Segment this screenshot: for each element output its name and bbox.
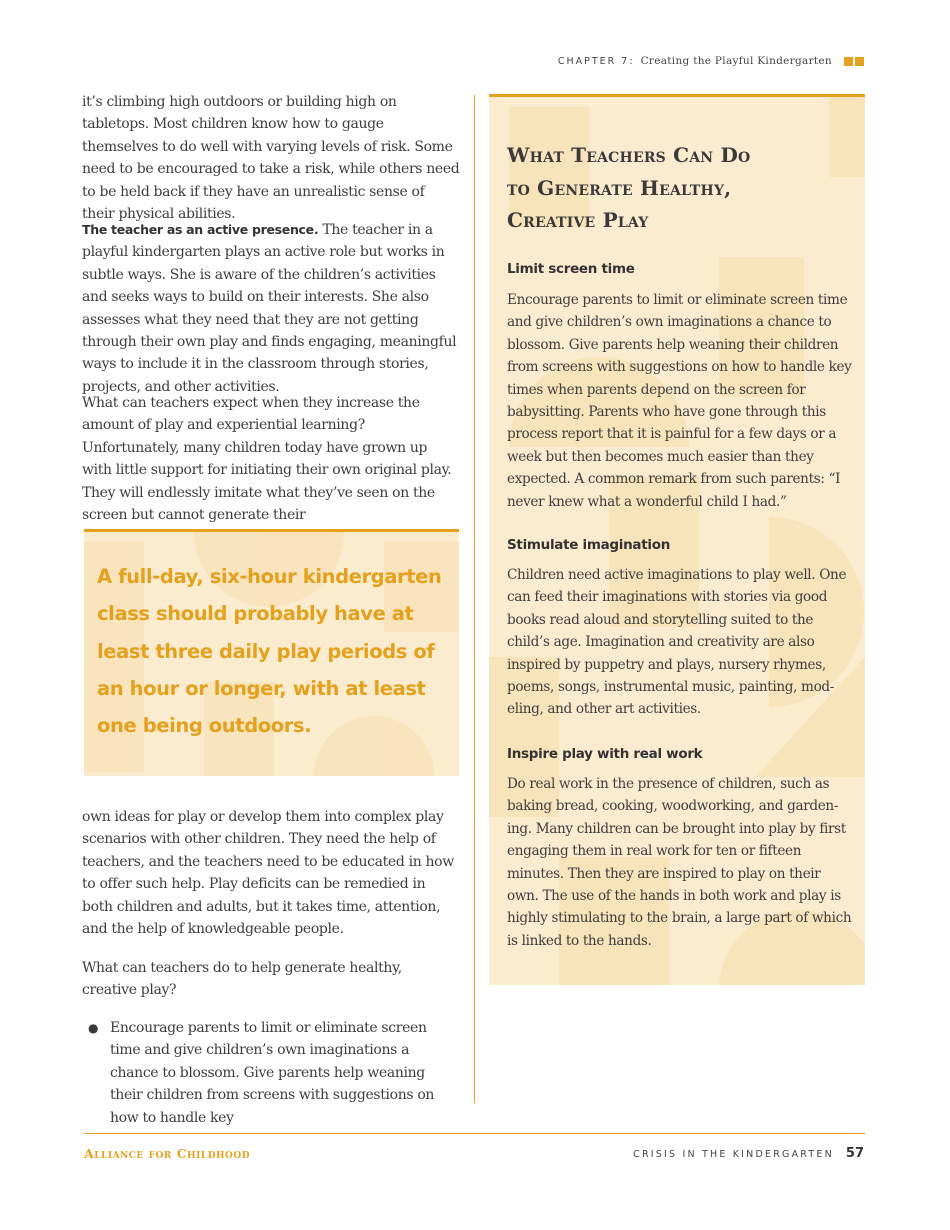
paragraph-teacher-presence-body: The teacher in a playful kindergarten plays an active role but works in subtle ways. She is aware of the children’s activities and seeks ways to build on their interests. She also assesses what they need that they are not getting through their own play and finds engaging, meaningful ways to include it in the classroom through stories, projects, and other activities.	[82, 222, 457, 395]
sidebar-title-line2: to Generate Healthy,	[507, 175, 732, 200]
paragraph-what-do: What can teachers do to help generate healthy, creative play?	[82, 960, 402, 999]
run-in-heading: The teacher as an active presence.	[82, 222, 319, 237]
bullet-text: Encourage parents to limit or eliminate screen time and give children’s own imaginations a chance to blossom. Give parents help weaning their children from screens with suggestions on how to handle key	[110, 1020, 435, 1126]
page-number: 57	[845, 1146, 864, 1161]
chapter-label: CHAPTER 7:	[557, 55, 635, 67]
sidebar-title	[507, 139, 847, 237]
column-divider	[474, 95, 475, 1103]
sidebar-title-line1: What Teachers Can Do	[507, 143, 751, 167]
sidebar-box	[489, 94, 865, 985]
section-heading-real-work: Inspire play with real work	[507, 746, 703, 762]
pull-quote-box	[84, 529, 459, 776]
section-heading-imagination: Stimulate imagination	[507, 537, 671, 553]
paragraph-risk: it’s climbing high outdoors or building high on tabletops. Most children know how to gauge themselves to do well with varying levels of risk. Some need to be encouraged to take a risk, while others need to be held back if they have an unrealistic sense of their physical abilities.	[82, 94, 460, 223]
running-head	[558, 55, 864, 67]
footer-publication: CRISIS IN THE KINDERGARTEN	[633, 1149, 834, 1160]
section-body-imagination: Children need active imaginations to play well. One can feed their imaginations with stories via good books read aloud and storytelling suited to the child’s age. Imagination and creativity are also inspired by puppetry and plays, nursery rhymes, poems, songs, instrumental music, painting, modeling, and other art activities.	[507, 567, 847, 718]
footer-organization: Alliance for Childhood	[84, 1146, 250, 1161]
pull-quote-text: A full-day, six-hour kindergarten class should probably have at least three daily play periods of an hour or longer, with at least one being outdoors.	[97, 565, 442, 738]
chapter-title: Creating the Playful Kindergarten	[640, 55, 832, 67]
section-heading-screen-time: Limit screen time	[507, 261, 635, 277]
sidebar-title-line3: Creative Play	[507, 208, 649, 232]
footer-rule	[84, 1133, 865, 1134]
paragraph-teacher-presence	[82, 219, 460, 398]
section-body-real-work: Do real work in the presence of children, such as baking bread, cooking, woodworking, and gardening. Many children can be brought into play by first engaging them in real work for ten or fifteen minutes. Then they are inspired to play on their own. The use of the hands in both work and play is highly stimulating to the brain, a large part of which is linked to the hands.	[507, 776, 852, 949]
paragraph-what-expect: What can teachers expect when they increase the amount of play and experiential learning? Unfortunately, many children today have grown up with little support for initiating their own original play. They will endlessly imitate what they’ve seen on the screen but cannot generate their	[82, 395, 452, 524]
list-item	[82, 1017, 460, 1129]
paragraph-play-deficits: own ideas for play or develop them into complex play scenarios with other children. They need the help of teachers, and the teachers need to be educated in how to offer such help. Play deficits can be remedied in both children and adults, but it takes time, attention, and the help of knowledgeable people.	[82, 809, 454, 938]
bullet-icon: ●	[88, 1021, 99, 1035]
section-body-screen-time: Encourage parents to limit or eliminate screen time and give children’s own imaginations a chance to blossom. Give parents help weaning their children from screens with suggestions on how to handle key times when parents depend on the screen for babysitting. Parents who have gone through this process report that it is painful for a few days or a week but then becomes much easier than they expected. A common remark from such parents: “I never knew what a wonderful child I had.”	[507, 292, 852, 510]
footer-right	[633, 1146, 864, 1161]
header-squares-ornament	[844, 57, 864, 66]
